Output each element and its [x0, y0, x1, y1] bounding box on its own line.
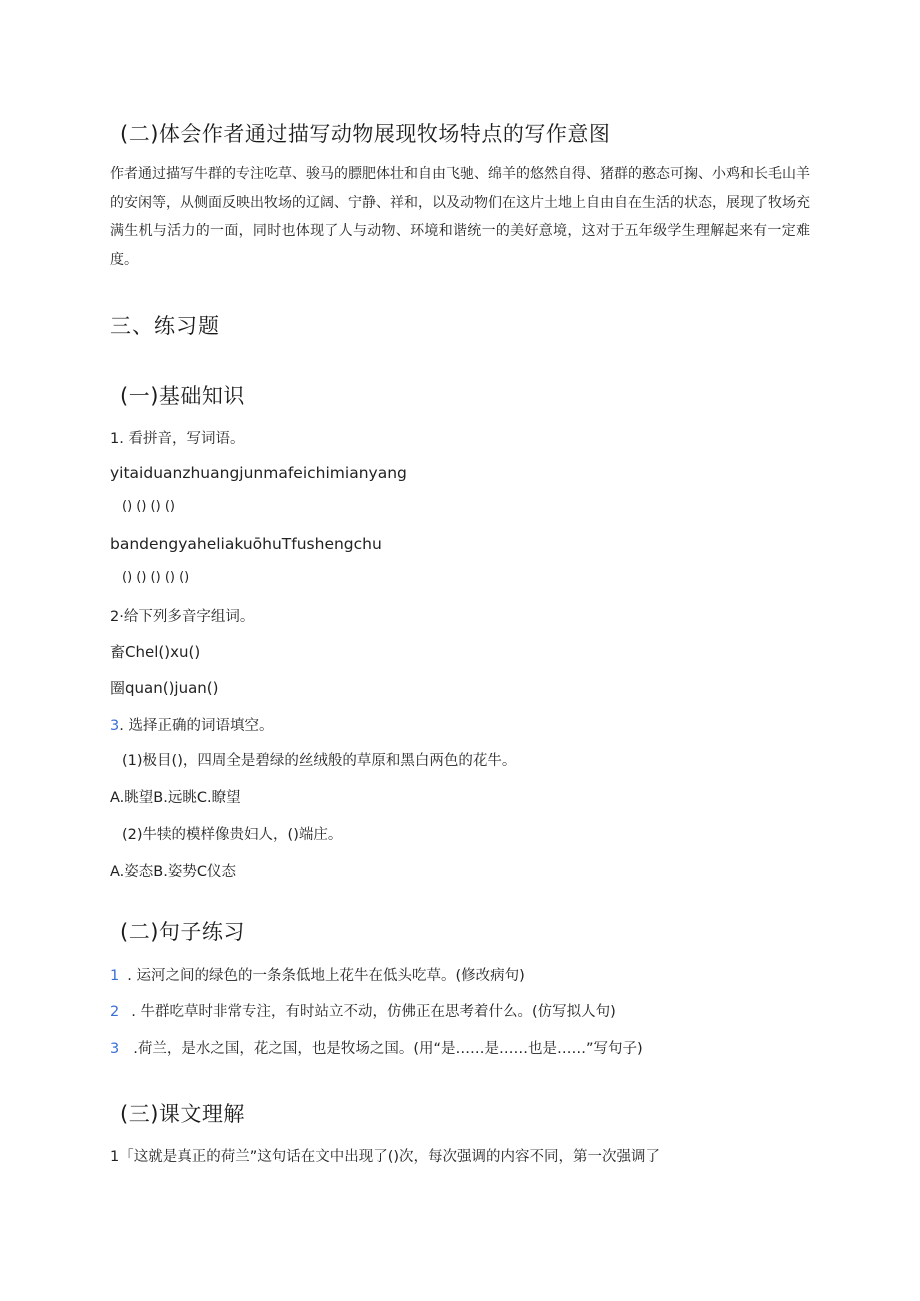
q1-pinyin-line1: yitaiduanzhuangjunmafeichimianyang [110, 464, 407, 482]
writing-intent-paragraph: 作者通过描写牛群的专注吃草、骏马的膘肥体壮和自由飞驰、绵羊的悠然自得、猪群的憨态可掬、小鸡和长毛山羊的安闲等，从侧面反映出牧场的辽阔、宁静、祥和，以及动物们在这片土地上自由自在生活的状态，展现了牧场充满生机与活力的一面，同时也体现了人与动物、环境和谐统一的美好意境，这对于五年级学生理解起来有一定难度。 [110, 166, 810, 268]
sentence-number: 2 [110, 1004, 120, 1020]
q3-label-text: . 选择正确的词语填空。 [119, 718, 274, 734]
q3-number: 3 [110, 718, 120, 734]
comprehension-title: (三)课文理解 [120, 1102, 245, 1126]
q3-label [110, 714, 273, 735]
q3-options2: A.姿态B.姿势C仪态 [110, 864, 236, 880]
sentence-number: 3 [110, 1041, 120, 1057]
q3-sub1: (1)极目()，四周全是碧绿的丝绒般的草原和黑白两色的花牛。 [122, 753, 517, 769]
sentence-text: .荷兰，是水之国，花之国，也是牧场之国。(用“是……是……也是……”写句子) [133, 1041, 643, 1057]
q1-pinyin-line2: bandengyaheliakuōhuTfushengchu [110, 535, 382, 553]
basics-title: (一)基础知识 [120, 384, 245, 408]
sentences-title: (二)句子练习 [120, 920, 245, 944]
q1-label: 1. 看拼音，写词语。 [110, 431, 245, 447]
sentence-text: . 运河之间的绿色的一条条低地上花牛在低头吃草。(修改病句) [127, 968, 525, 984]
sentence-number: 1 [110, 968, 120, 984]
sentence-item [110, 1037, 643, 1058]
section-title-writing-intent: (二)体会作者通过描写动物展现牧场特点的写作意图 [120, 122, 611, 146]
q1-blanks-line1[interactable]: () () () () [122, 499, 175, 514]
q2-polyphone-chu: 畜Chel()xu() [110, 643, 201, 661]
q3-options1: A.眺望B.远眺C.瞭望 [110, 790, 241, 806]
sentence-item [110, 1000, 616, 1021]
q1-blanks-line2[interactable]: () () () () () [122, 570, 190, 585]
q2-polyphone-quan: 圈quan()juan() [110, 679, 219, 697]
sentence-item [110, 964, 525, 985]
sentence-text: . 牛群吃草时非常专注，有时站立不动，仿佛正在思考着什么。(仿写拟人句) [131, 1004, 616, 1020]
practice-heading: 三、练习题 [110, 314, 220, 338]
q2-label: 2·给下列多音字组词。 [110, 609, 255, 625]
q3-sub2: (2)牛犊的模样像贵妇人，()端庄。 [122, 827, 343, 843]
comprehension-q1: 1「这就是真正的荷兰”这句话在文中出现了()次，每次强调的内容不同，第一次强调了 [110, 1149, 661, 1165]
